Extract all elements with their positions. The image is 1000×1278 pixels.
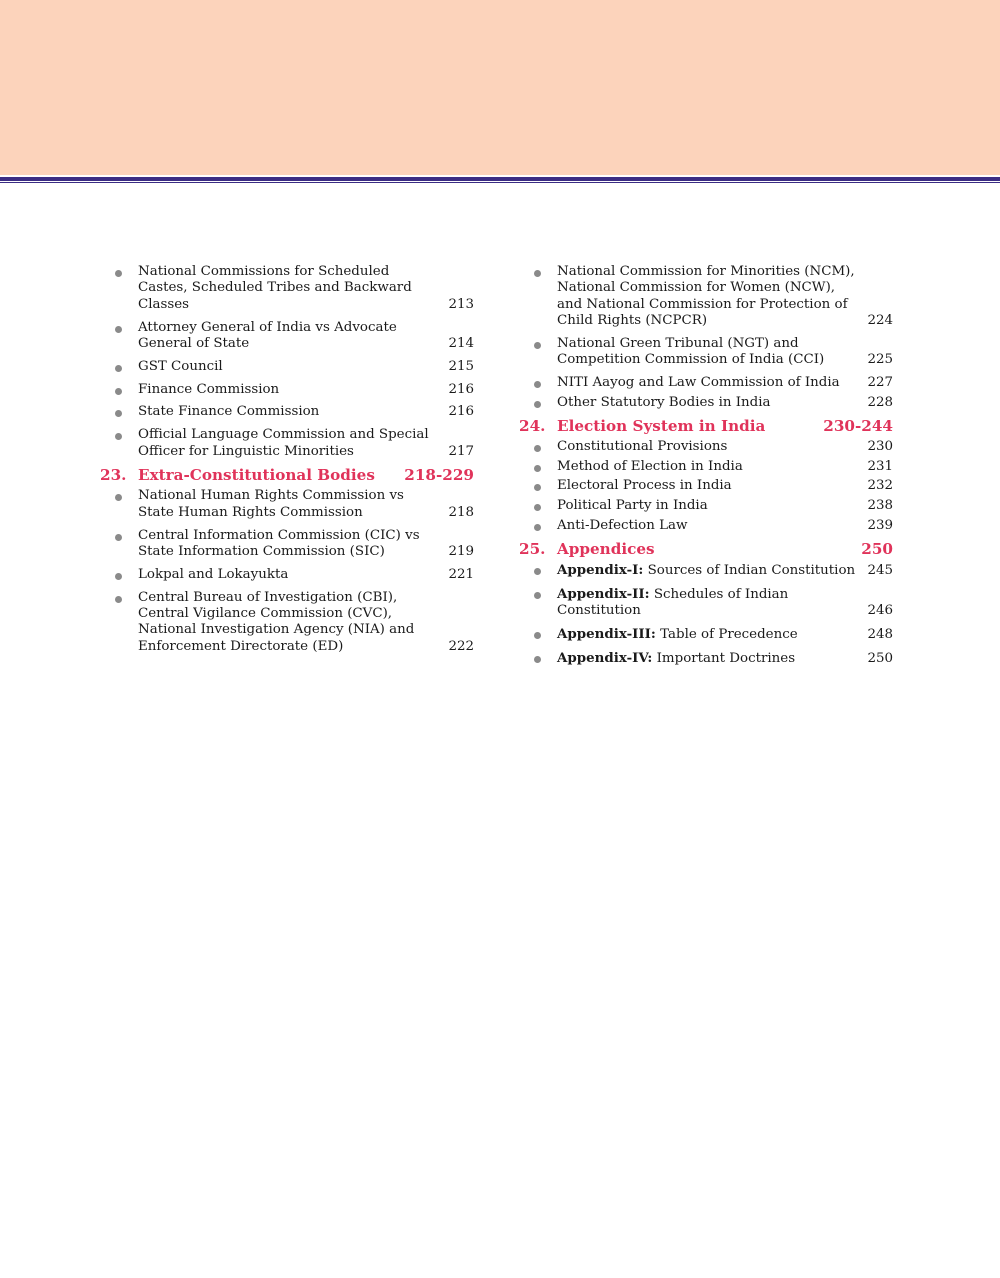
toc-entry-title: Method of Election in India	[557, 458, 743, 474]
bullet-icon	[115, 270, 122, 277]
bullet-icon	[115, 433, 122, 440]
chapter-title: Extra-Constitutional Bodies	[138, 466, 375, 485]
toc-entry[interactable]	[519, 478, 893, 494]
bullet-icon	[534, 445, 541, 452]
toc-entry[interactable]	[100, 427, 474, 460]
toc-entry[interactable]	[100, 382, 474, 398]
toc-entry-title: National Commissions for Scheduled Castes, Scheduled Tribes and Backward Classes	[138, 264, 412, 312]
chapter-pages: 230-244	[823, 417, 893, 436]
toc-entry-page: 215	[448, 358, 474, 374]
toc-entry-page: 227	[867, 375, 893, 391]
toc-entry-page: 222	[448, 638, 474, 654]
toc-entry[interactable]	[519, 650, 893, 667]
bullet-icon	[115, 573, 122, 580]
toc-entry-page: 213	[448, 296, 474, 312]
header-rule-thick	[0, 177, 1000, 181]
toc-entry[interactable]	[519, 336, 893, 369]
chapter-pages: 218-229	[404, 466, 474, 485]
toc-entry-page: 239	[867, 517, 893, 533]
bullet-icon	[115, 365, 122, 372]
toc-entry[interactable]	[519, 375, 893, 391]
chapter-number: 23.	[100, 466, 127, 485]
toc-entry-title: State Finance Commission	[138, 404, 320, 420]
toc-entry-page: 218	[448, 504, 474, 520]
toc-right-column	[519, 264, 893, 674]
toc-entry-title: National Human Rights Commission vs State Human Rights Commission	[138, 488, 404, 520]
bullet-icon	[534, 484, 541, 491]
chapter-title: Appendices	[557, 540, 655, 558]
toc-entry-title: National Green Tribunal (NGT) and Competition Commission of India (CCI)	[557, 336, 825, 368]
bullet-icon	[115, 326, 122, 333]
header-band	[0, 0, 1000, 175]
toc-entry-page: 230	[867, 439, 893, 455]
toc-entry[interactable]	[519, 264, 893, 330]
bullet-icon	[115, 534, 122, 541]
bullet-icon	[534, 568, 541, 575]
chapter-number: 24.	[519, 417, 546, 436]
toc-entry-title: Political Party in India	[557, 498, 708, 513]
toc-entry[interactable]	[519, 459, 893, 475]
toc-entry-title: GST Council	[138, 358, 223, 374]
chapter-heading-23[interactable]	[100, 466, 474, 484]
toc-entry-page: 228	[867, 394, 893, 410]
toc-entry[interactable]	[519, 562, 893, 579]
appendix-label: Appendix-I:	[557, 562, 644, 578]
toc-entry[interactable]	[100, 404, 474, 420]
toc-entry[interactable]	[100, 590, 474, 656]
toc-entry[interactable]	[519, 626, 893, 643]
toc-entry-page: 245	[867, 563, 893, 578]
appendix-label: Appendix-III:	[557, 626, 656, 642]
toc-entry-title: Attorney General of India vs Advocate General of State	[138, 319, 397, 352]
bullet-icon	[534, 342, 541, 349]
toc-entry[interactable]	[100, 567, 474, 583]
toc-entry-title: National Commission for Minorities (NCM), National Commission for Women (NCW), and National Commission for Protection of Child Rights (NCPCR)	[557, 264, 855, 329]
chapter-title: Election System in India	[557, 417, 766, 436]
toc-entry-page: 225	[867, 352, 893, 368]
toc-entry-page: 232	[867, 478, 893, 494]
bullet-icon	[534, 270, 541, 277]
toc-entry-title: Other Statutory Bodies in India	[557, 394, 771, 410]
toc-entry-page: 248	[867, 627, 893, 642]
toc-entry-page: 224	[867, 313, 893, 329]
toc-entry[interactable]	[519, 439, 893, 455]
toc-entry-title: Lokpal and Lokayukta	[138, 566, 289, 582]
bullet-icon	[115, 388, 122, 395]
toc-entry-title: Official Language Commission and Special Officer for Linguistic Minorities	[138, 427, 429, 459]
toc-entry-title: Electoral Process in India	[557, 478, 732, 494]
appendix-label: Appendix-II:	[557, 585, 650, 602]
bullet-icon	[115, 494, 122, 501]
bullet-icon	[534, 656, 541, 663]
bullet-icon	[534, 524, 541, 531]
bullet-icon	[534, 401, 541, 408]
toc-entry-page: 250	[867, 650, 893, 666]
header-rule-thin	[0, 182, 1000, 183]
toc-entry-title: NITI Aayog and Law Commission of India	[557, 375, 840, 391]
toc-entry[interactable]	[100, 320, 474, 353]
toc-entry-page: 216	[448, 381, 474, 397]
appendix-label: Appendix-IV:	[557, 649, 653, 666]
chapter-heading-24[interactable]	[519, 417, 893, 435]
toc-entry[interactable]	[519, 395, 893, 411]
toc-entry-page: 216	[448, 404, 474, 420]
toc-entry-page: 231	[867, 458, 893, 474]
bullet-icon	[534, 592, 541, 599]
toc-entry-title: Central Bureau of Investigation (CBI), Central Vigilance Commission (CVC), National Investigation Agency (NIA) and Enforcement Directorate (ED)	[138, 589, 415, 654]
toc-entry-title: Central Information Commission (CIC) vs State Information Commission (SIC)	[138, 527, 420, 560]
toc-entry[interactable]	[100, 264, 474, 313]
toc-entry-title: Sources of Indian Constitution	[647, 563, 856, 578]
toc-entry-title: Finance Commission	[138, 381, 280, 397]
toc-left-column	[100, 264, 474, 662]
toc-entry-title: Anti-Defection Law	[557, 517, 688, 533]
toc-entry-page: 221	[448, 566, 474, 582]
toc-entry-title: Schedules of Indian Constitution	[557, 586, 789, 619]
bullet-icon	[534, 632, 541, 639]
bullet-icon	[534, 381, 541, 388]
bullet-icon	[115, 410, 122, 417]
toc-entry-title: Important Doctrines	[656, 650, 796, 666]
toc-entry-title: Constitutional Provisions	[557, 439, 728, 455]
bullet-icon	[534, 465, 541, 472]
toc-entry-title: Table of Precedence	[660, 627, 798, 642]
toc-entry-page: 217	[448, 443, 474, 459]
bullet-icon	[534, 504, 541, 511]
chapter-pages: 250	[861, 540, 893, 558]
toc-entry[interactable]	[100, 488, 474, 521]
toc-entry[interactable]	[519, 498, 893, 514]
toc-entry-page: 238	[867, 498, 893, 513]
toc-entry-page: 214	[448, 336, 474, 352]
bullet-icon	[115, 596, 122, 603]
toc-entry[interactable]	[519, 586, 893, 620]
chapter-heading-25[interactable]	[519, 540, 893, 558]
toc-entry-page: 246	[867, 603, 893, 619]
toc-entry[interactable]	[100, 359, 474, 375]
toc-entry[interactable]	[519, 518, 893, 534]
chapter-number: 25.	[519, 540, 546, 558]
toc-entry[interactable]	[100, 528, 474, 561]
toc-entry-page: 219	[448, 544, 474, 560]
